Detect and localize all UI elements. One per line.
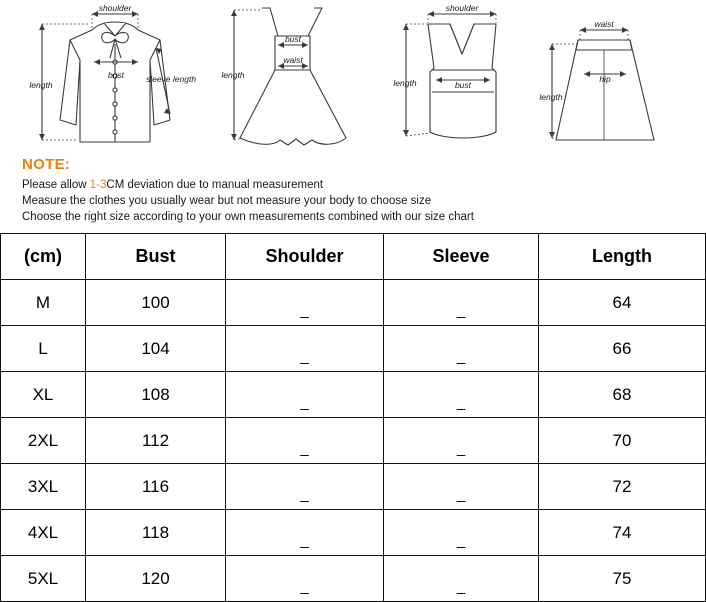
table-row (1, 510, 706, 556)
table-header-length: Length (539, 234, 706, 280)
tank-label-length: length (393, 78, 417, 88)
table-header-row (1, 234, 706, 280)
cell-sleeve: _ (384, 556, 539, 602)
cell-size: 3XL (1, 464, 86, 510)
cell-length: 64 (539, 280, 706, 326)
note-line-3: Choose the right size according to your own measurements combined with our size chart (22, 211, 474, 223)
cell-size: M (1, 280, 86, 326)
blouse-diagram (20, 0, 210, 160)
cell-sleeve: _ (384, 418, 539, 464)
cell-shoulder: _ (226, 556, 384, 602)
note-line-1-pre: Please allow (22, 179, 90, 191)
table-row (1, 556, 706, 602)
cell-shoulder: _ (226, 510, 384, 556)
table-row (1, 326, 706, 372)
cell-shoulder: _ (226, 280, 384, 326)
cell-shoulder: _ (226, 464, 384, 510)
note-line-2: Measure the clothes you usually wear but not measure your body to choose size (22, 195, 432, 207)
note-block (22, 156, 682, 225)
dress-label-bust: bust (284, 34, 302, 44)
cell-bust: 118 (86, 510, 226, 556)
cell-sleeve: _ (384, 372, 539, 418)
tank-label-shoulder: shoulder (445, 3, 479, 13)
blouse-label-sleeve: sleeve length (145, 74, 197, 84)
measurement-diagrams (0, 0, 705, 160)
cell-bust: 100 (86, 280, 226, 326)
cell-bust: 120 (86, 556, 226, 602)
cell-length: 70 (539, 418, 706, 464)
skirt-label-hip: hip (599, 74, 611, 84)
cell-bust: 112 (86, 418, 226, 464)
dress-label-length: length (221, 70, 245, 80)
cell-size: XL (1, 372, 86, 418)
cell-sleeve: _ (384, 280, 539, 326)
cell-length: 74 (539, 510, 706, 556)
table-header-bust: Bust (86, 234, 226, 280)
cell-sleeve: _ (384, 510, 539, 556)
size-table (0, 233, 706, 602)
cell-size: 2XL (1, 418, 86, 464)
note-line-1-post: CM deviation due to manual measurement (106, 179, 324, 191)
cell-length: 72 (539, 464, 706, 510)
skirt-label-length: length (539, 92, 563, 102)
tank-top-diagram (388, 0, 538, 160)
cell-bust: 116 (86, 464, 226, 510)
note-line-1 (22, 177, 682, 193)
blouse-label-bust: bust (107, 70, 125, 80)
blouse-label-shoulder: shoulder (98, 3, 132, 13)
cell-length: 66 (539, 326, 706, 372)
cell-length: 68 (539, 372, 706, 418)
note-line-1-highlight: 1-3 (89, 179, 107, 191)
cell-shoulder: _ (226, 372, 384, 418)
cell-bust: 108 (86, 372, 226, 418)
cell-shoulder: _ (226, 326, 384, 372)
table-header-sleeve: Sleeve (384, 234, 539, 280)
skirt-label-waist: waist (594, 19, 614, 29)
cell-shoulder: _ (226, 418, 384, 464)
tank-label-bust: bust (454, 80, 472, 90)
blouse-label-length: length (29, 80, 53, 90)
cell-size: 4XL (1, 510, 86, 556)
cell-length: 75 (539, 556, 706, 602)
table-header-shoulder: Shoulder (226, 234, 384, 280)
cell-sleeve: _ (384, 464, 539, 510)
skirt-diagram (534, 0, 694, 160)
dress-diagram (218, 0, 383, 160)
table-row (1, 372, 706, 418)
cell-sleeve: _ (384, 326, 539, 372)
cell-bust: 104 (86, 326, 226, 372)
cell-size: L (1, 326, 86, 372)
table-header-unit: (cm) (1, 234, 86, 280)
table-row (1, 280, 706, 326)
table-row (1, 418, 706, 464)
cell-size: 5XL (1, 556, 86, 602)
note-title: NOTE: (22, 156, 71, 173)
dress-label-waist: waist (283, 55, 303, 65)
table-row (1, 464, 706, 510)
